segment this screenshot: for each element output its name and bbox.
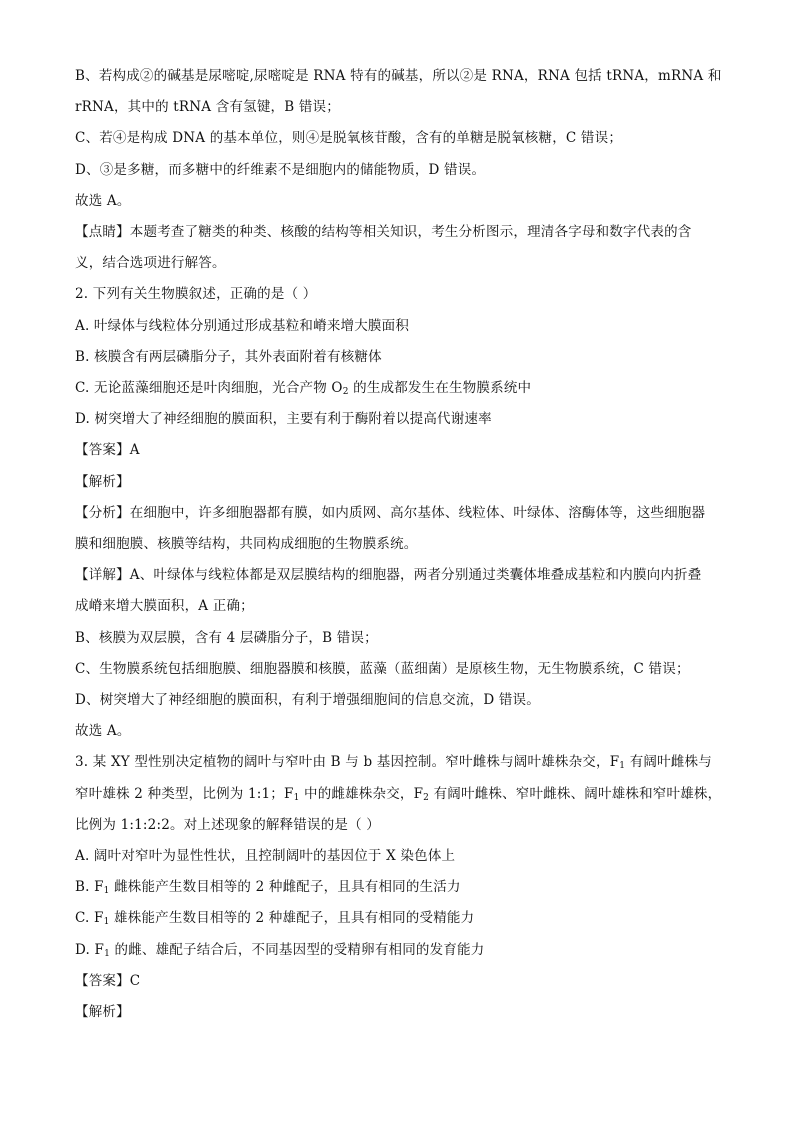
text-line: 膜和细胞膜、核膜等结构，共同构成细胞的生物膜系统。: [75, 536, 418, 552]
text-line: 义，结合选项进行解答。: [75, 255, 226, 271]
analysis-label: 【解析】: [75, 474, 130, 490]
option-c: C. $F_1$ 雄株能产生数目相等的 2 种雄配子，且具有相同的受精能力: [75, 910, 475, 927]
question-stem: 2. 下列有关生物膜叙述，正确的是（ ）: [75, 286, 317, 302]
option-d: D. 树突增大了神经细胞的膜面积，主要有利于酶附着以提高代谢速率: [75, 411, 492, 427]
question-stem: 窄叶雄株 2 种类型，比例为 1:1；$F_1$ 中的雌雄株杂交，$F_2$ 有阔叶雌株、窄叶雌株、阔叶雄株和窄叶雄株，: [75, 786, 722, 803]
answer-label: 【答案】A: [75, 442, 140, 458]
analysis-label: 【解析】: [75, 1004, 130, 1020]
option-c: C. 无论蓝藻细胞还是叶肉细胞，光合产物 $O_2$ 的生成都发生在生物膜系统中: [75, 380, 532, 397]
text-line: 成嵴来增大膜面积，A 正确；: [75, 598, 254, 614]
text-line: 【分析】在细胞中，许多细胞器都有膜，如内质网、高尔基体、线粒体、叶绿体、溶酶体等，这些细胞器: [75, 505, 706, 521]
answer-label: 【答案】C: [75, 973, 141, 989]
text-line: 故选 A。: [75, 193, 131, 209]
text-line: D、树突增大了神经细胞的膜面积，有利于增强细胞间的信息交流，D 错误。: [75, 692, 540, 708]
text-line: B、核膜为双层膜，含有 4 层磷脂分子，B 错误；: [75, 630, 378, 646]
option-a: A. 阔叶对窄叶为显性性状，且控制阔叶的基因位于 X 染色体上: [75, 848, 456, 864]
text-line: 【详解】A、叶绿体与线粒体都是双层膜结构的细胞器，两者分别通过类囊体堆叠成基粒和内膜向内折叠: [75, 567, 702, 583]
question-stem: 比例为 1:1:2:2。对上述现象的解释错误的是（ ）: [75, 817, 380, 833]
text-line: D、③是多糖，而多糖中的纤维素不是细胞内的储能物质，D 错误。: [75, 162, 486, 178]
option-a: A. 叶绿体与线粒体分别通过形成基粒和嵴来增大膜面积: [75, 318, 410, 334]
text-line: C、若④是构成 DNA 的基本单位，则④是脱氧核苷酸，含有的单糖是脱氧核糖，C 错误；: [75, 130, 623, 146]
text-line: 【点睛】本题考查了糖类的种类、核酸的结构等相关知识，考生分析图示，理清各字母和数字代表的含: [75, 224, 692, 240]
option-d: D. $F_1$ 的雌、雄配子结合后，不同基因型的受精卵有相同的发育能力: [75, 942, 485, 959]
text-line: 故选 A。: [75, 723, 131, 739]
option-b: B. $F_1$ 雌株能产生数目相等的 2 种雌配子，且具有相同的生活力: [75, 879, 461, 896]
question-stem: 3. 某 XY 型性别决定植物的阔叶与窄叶由 B 与 b 基因控制。窄叶雌株与阔叶雄株杂交，$F_1$ 有阔叶雌株与: [75, 754, 712, 771]
text-line: B、若构成②的碱基是尿嘧啶,尿嘧啶是 RNA 特有的碱基，所以②是 RNA，RNA 包括 tRNA，mRNA 和: [75, 68, 722, 84]
text-line: rRNA，其中的 tRNA 含有氢键，B 错误；: [75, 99, 340, 115]
option-b: B. 核膜含有两层磷脂分子，其外表面附着有核糖体: [75, 349, 382, 365]
text-line: C、生物膜系统包括细胞膜、细胞器膜和核膜，蓝藻（蓝细菌）是原核生物，无生物膜系统，C 错误；: [75, 661, 690, 677]
